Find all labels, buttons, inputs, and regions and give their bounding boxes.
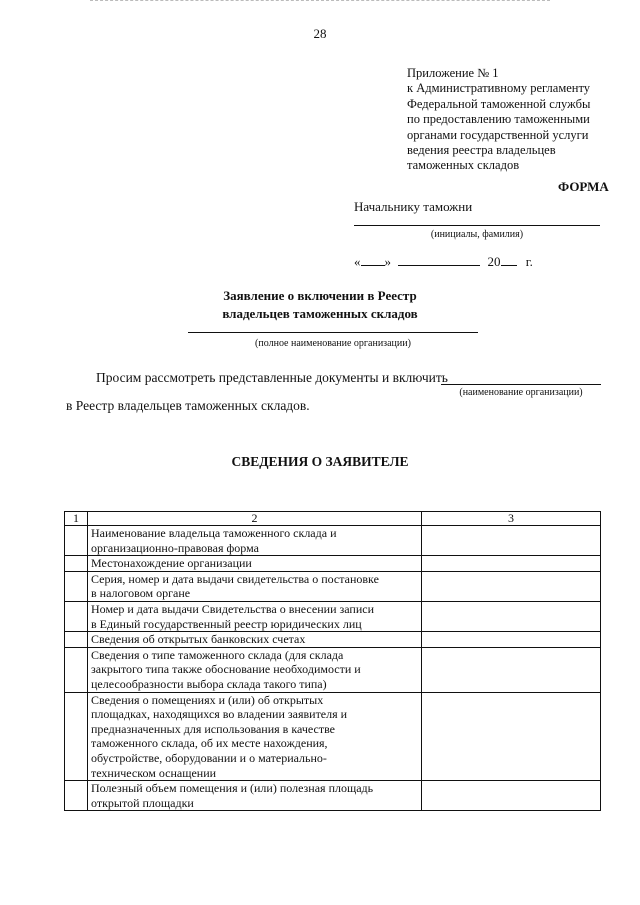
table-cell-item: [88, 601, 422, 631]
item-line: Местонахождение организации: [91, 556, 252, 571]
request-text: Просим рассмотреть представленные документы и включить: [96, 370, 448, 385]
appendix-line: Федеральной таможенной службы: [407, 96, 591, 111]
item-line: целесообразности выбора склада такого типа): [91, 676, 327, 691]
table-cell-item: [88, 647, 422, 692]
table-header-row: [65, 512, 601, 526]
item-line: площадках, находящихся во владении заявителя и: [91, 707, 348, 722]
table-row: [65, 526, 601, 556]
table-row: [65, 781, 601, 811]
appendix-line: органами государственной услуги: [407, 127, 589, 142]
item-line: Наименование владельца таможенного склада и: [91, 526, 337, 540]
year-suffix: г.: [525, 254, 533, 269]
table-cell-number: [65, 632, 88, 648]
page-number: 28: [313, 26, 327, 41]
applicant-info-table: [64, 511, 601, 811]
addressee-hint: (инициалы, фамилия): [430, 229, 524, 240]
item-line: организационно-правовая форма: [91, 540, 259, 555]
item-line: таможенного склада, об их месте нахождения,: [91, 736, 328, 751]
table-cell-value[interactable]: [422, 781, 601, 811]
appendix-line: по предоставлению таможенными: [407, 112, 590, 127]
table-cell-number: [65, 526, 88, 556]
appendix-line: таможенных складов: [407, 158, 520, 173]
addressee-label: Начальнику таможни: [354, 199, 473, 214]
table-cell-number: [65, 781, 88, 811]
item-line: Сведения о помещениях и (или) об открытых: [91, 692, 324, 707]
table-cell-number: [65, 556, 88, 572]
table-cell-value[interactable]: [422, 556, 601, 572]
table-cell-number: [65, 692, 88, 781]
table-cell-value[interactable]: [422, 647, 601, 692]
item-line: Сведения об открытых банковских счетах: [91, 632, 306, 647]
table-header-cell: 2: [88, 512, 422, 526]
year-prefix: 20: [487, 254, 501, 269]
table-cell-value[interactable]: [422, 692, 601, 781]
scan-top-edge: [90, 0, 550, 3]
item-line: обустройстве, оборудовании и о материально-: [91, 750, 327, 765]
date-close-quote: »: [384, 254, 391, 269]
date-line: [354, 253, 533, 270]
appendix-block: [407, 66, 590, 174]
item-line: закрытого типа также обоснование необходимости и: [91, 662, 361, 677]
item-line: Серия, номер и дата выдачи свидетельства о постановке: [91, 571, 379, 586]
table-cell-number: [65, 647, 88, 692]
table-row: [65, 571, 601, 601]
item-line: техническом оснащении: [91, 765, 217, 780]
table-cell-number: [65, 571, 88, 601]
title-line: Заявление о включении в Реестр: [223, 288, 417, 303]
table-cell-number: [65, 601, 88, 631]
table-row: [65, 647, 601, 692]
table-cell-value[interactable]: [422, 526, 601, 556]
item-line: в налоговом органе: [91, 586, 191, 601]
statement-title: [0, 287, 640, 323]
table-row: [65, 632, 601, 648]
table-cell-item: [88, 571, 422, 601]
organization-hint: (полное наименование организации): [255, 338, 411, 349]
item-line: Сведения о типе таможенного склада (для склада: [91, 647, 344, 662]
item-line: в Единый государственный реестр юридических лиц: [91, 616, 362, 631]
table-cell-item: [88, 556, 422, 572]
day-blank: [361, 253, 385, 266]
table-header-cell: 3: [422, 512, 601, 526]
table-cell-item: [88, 692, 422, 781]
table-row: [65, 601, 601, 631]
organization-underline: [188, 332, 478, 333]
year-blank: [501, 253, 517, 266]
form-label: ФОРМА: [558, 179, 609, 194]
table-header-cell: 1: [65, 512, 88, 526]
table-cell-item: [88, 632, 422, 648]
appendix-line: ведения реестра владельцев: [407, 143, 556, 158]
month-blank: [398, 253, 480, 266]
organization-name-hint: (наименование организации): [459, 387, 583, 398]
appendix-line: Приложение № 1: [407, 66, 499, 80]
appendix-line: к Административному регламенту: [407, 81, 591, 96]
date-open-quote: «: [354, 254, 361, 269]
table-row: [65, 556, 601, 572]
table-cell-value[interactable]: [422, 601, 601, 631]
table-row: [65, 692, 601, 781]
table-cell-item: [88, 526, 422, 556]
organization-name-underline: [441, 384, 601, 385]
table-cell-value[interactable]: [422, 632, 601, 648]
addressee-underline: [354, 225, 600, 226]
title-line: владельцев таможенных складов: [222, 306, 418, 321]
table-cell-item: [88, 781, 422, 811]
request-text-continued: в Реестр владельцев таможенных складов.: [66, 398, 310, 413]
section-title: СВЕДЕНИЯ О ЗАЯВИТЕЛЕ: [231, 454, 409, 469]
item-line: Номер и дата выдачи Свидетельства о внесении записи: [91, 601, 374, 616]
item-line: открытой площадки: [91, 795, 194, 810]
item-line: Полезный объем помещения и (или) полезная площадь: [91, 781, 374, 796]
table-cell-value[interactable]: [422, 571, 601, 601]
item-line: предназначенных для использования в качестве: [91, 721, 335, 736]
